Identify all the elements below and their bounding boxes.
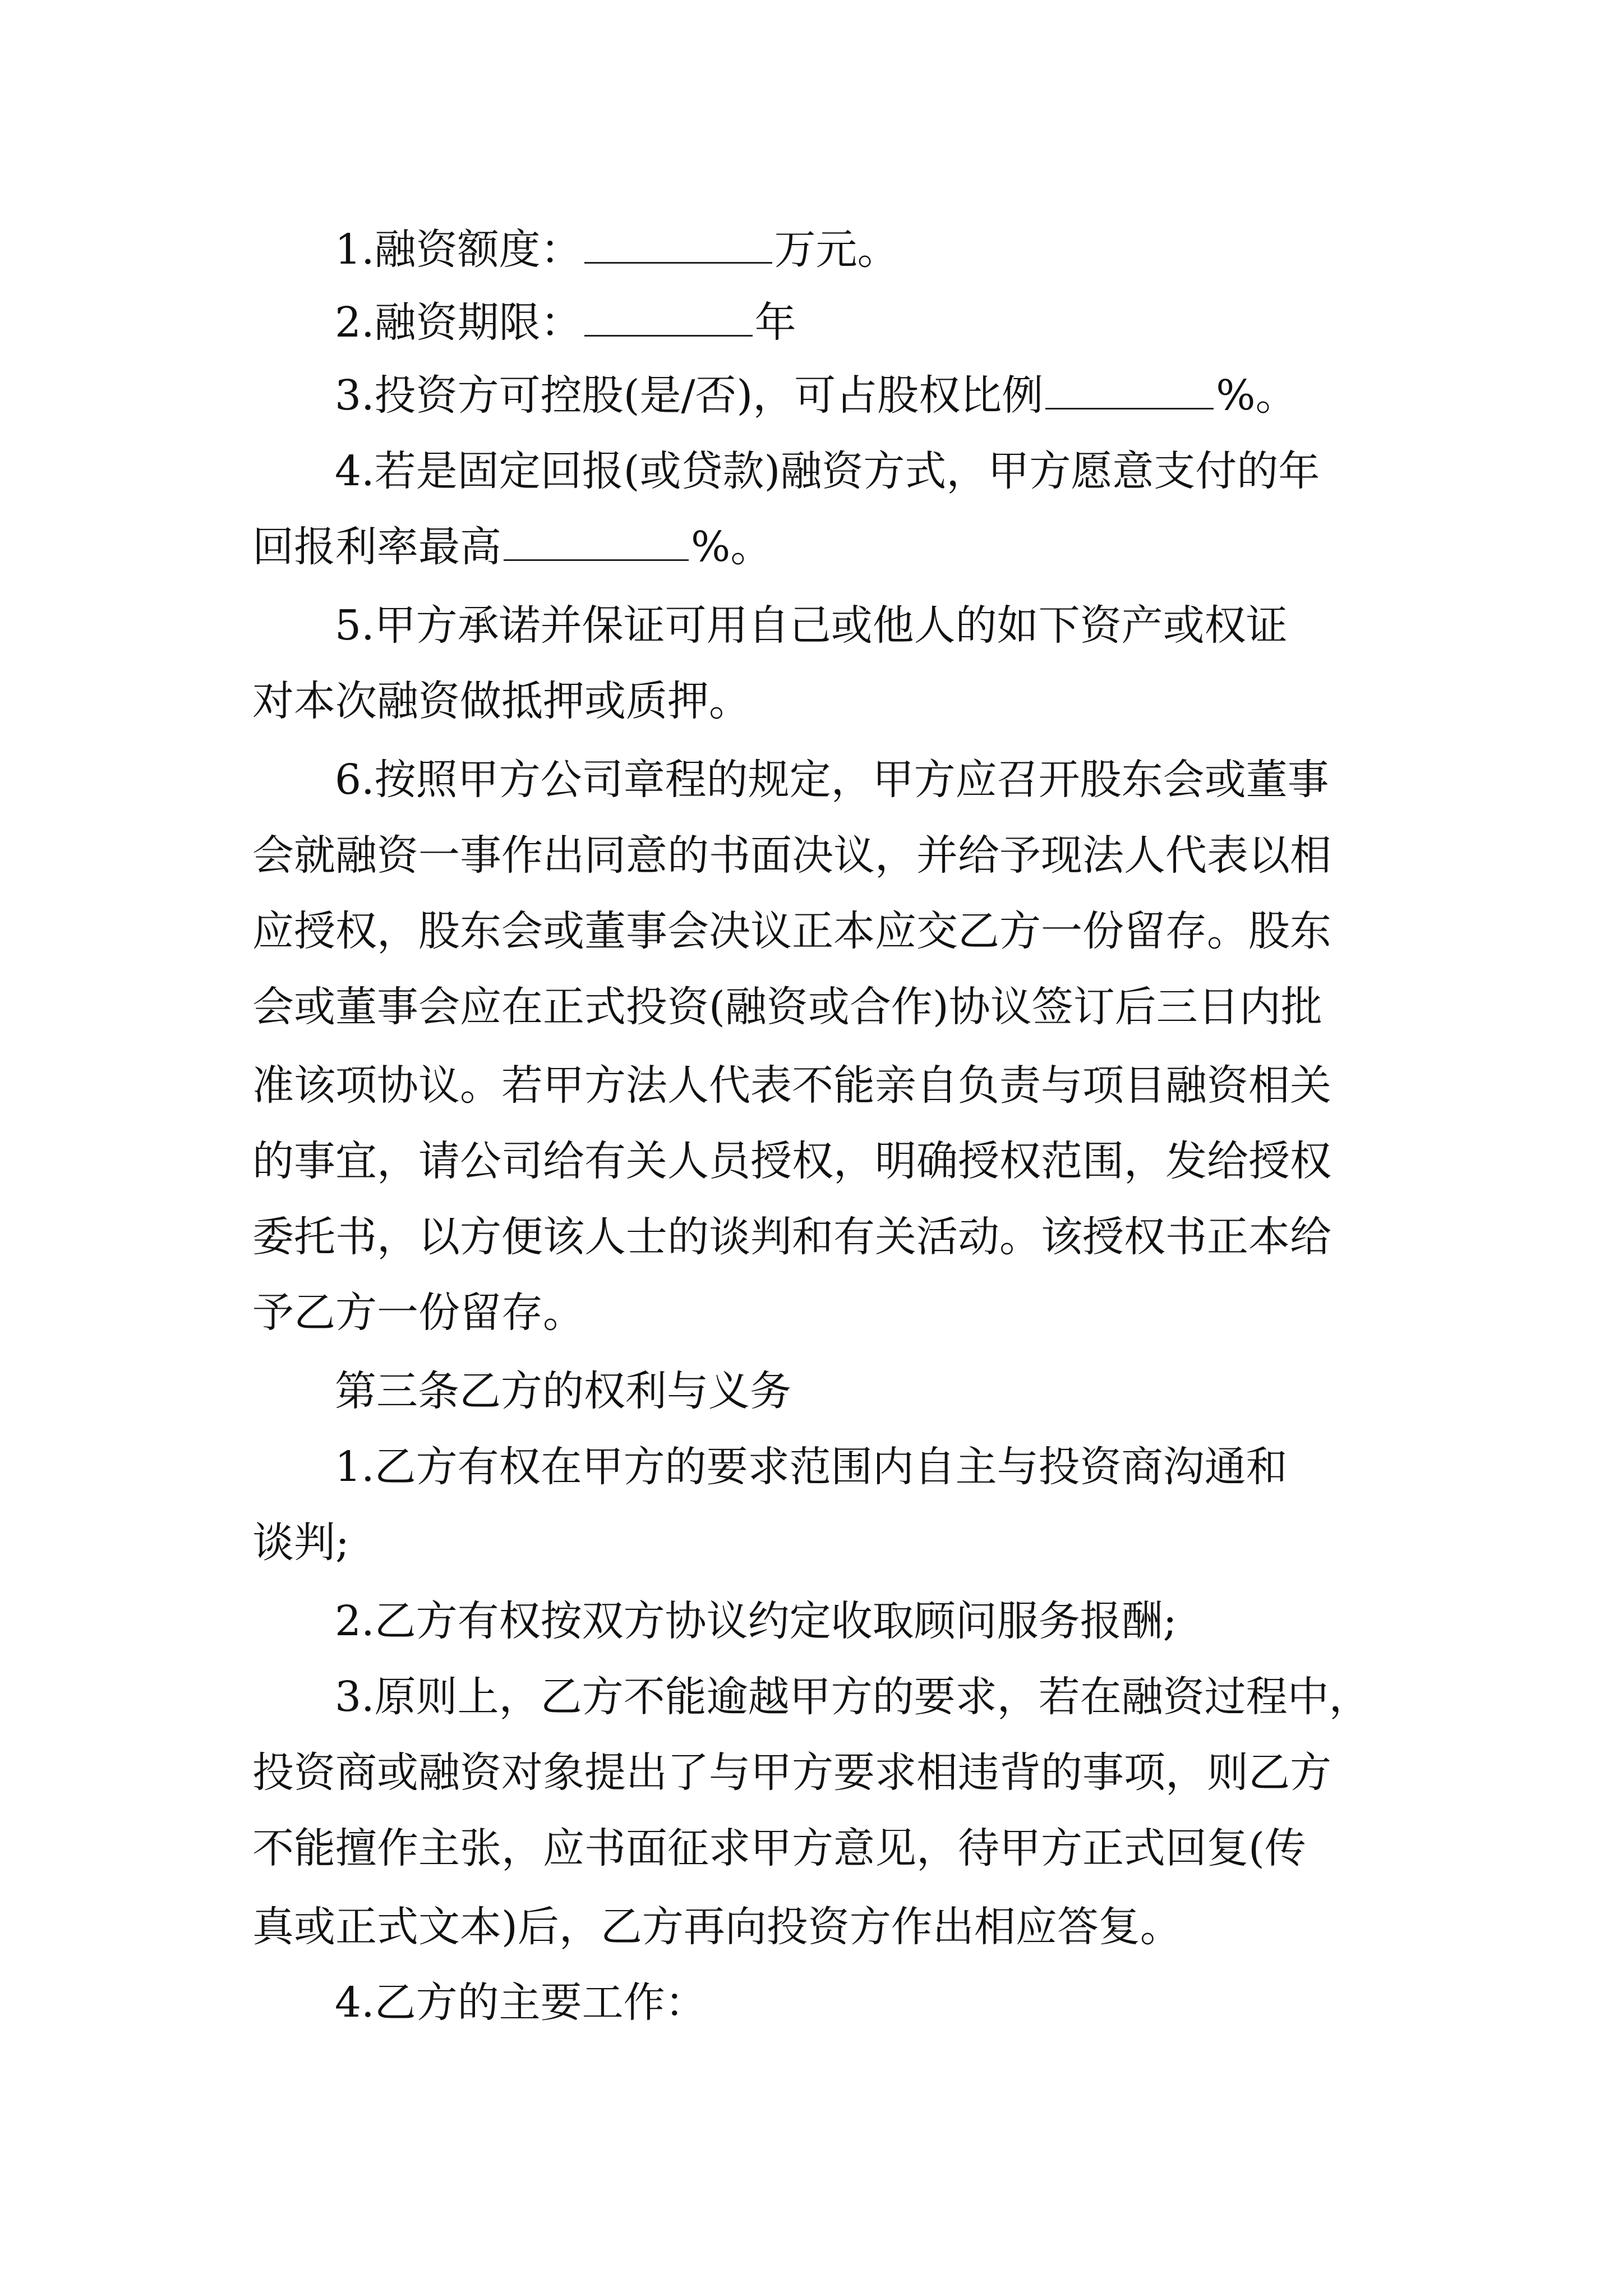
text-line: 投资商或融资对象提出了与甲方要求相违背的事项，则乙方 bbox=[252, 1749, 1331, 1797]
clause-financing-amount bbox=[335, 222, 899, 278]
fill-in-blank bbox=[584, 296, 753, 337]
clause-equity-control bbox=[335, 367, 1297, 424]
clause-text: 1.融资额度： bbox=[335, 226, 582, 274]
section-heading: 第三条乙方的权利与义务 bbox=[335, 1367, 791, 1415]
clause-financing-term bbox=[335, 295, 796, 351]
text-line: 2.乙方有权按双方协议约定收取顾问服务报酬; bbox=[335, 1597, 1177, 1645]
fill-in-blank bbox=[1045, 369, 1214, 409]
clause-text: 回报利率最高 bbox=[252, 523, 501, 571]
text-line: 予乙方一份留存。 bbox=[252, 1289, 584, 1337]
clause-text: 年 bbox=[754, 298, 796, 347]
text-line: 的事宜，请公司给有关人员授权，明确授权范围，发给授权 bbox=[252, 1137, 1331, 1185]
text-line: 委托书，以方便该人士的谈判和有关活动。该授权书正本给 bbox=[252, 1213, 1331, 1261]
text-line: 对本次融资做抵押或质押。 bbox=[252, 677, 750, 725]
text-line: 6.按照甲方公司章程的规定，甲方应召开股东会或董事 bbox=[335, 756, 1329, 804]
text-line: 准该项协议。若甲方法人代表不能亲自负责与项目融资相关 bbox=[252, 1061, 1331, 1110]
text-line: 4.若是固定回报(或贷款)融资方式，甲方愿意支付的年 bbox=[335, 447, 1320, 495]
text-line: 不能擅作主张，应书面征求甲方意见，待甲方正式回复(传 bbox=[252, 1824, 1306, 1872]
fill-in-blank bbox=[584, 223, 772, 264]
text-line: 会就融资一事作出同意的书面决议，并给予现法人代表以相 bbox=[252, 831, 1331, 880]
text-line: 4.乙方的主要工作： bbox=[335, 1978, 707, 2027]
text-line: 应授权，股东会或董事会决议正本应交乙方一份留存。股东 bbox=[252, 907, 1331, 955]
clause-text: 3.投资方可控股(是/否)，可占股权比例 bbox=[335, 371, 1044, 420]
text-line: 3.原则上，乙方不能逾越甲方的要求，若在融资过程中， bbox=[335, 1673, 1371, 1721]
fill-in-blank bbox=[504, 520, 689, 561]
clause-return-rate bbox=[252, 519, 772, 575]
clause-text: %。 bbox=[1216, 371, 1297, 420]
clause-text: 2.融资期限： bbox=[335, 298, 582, 347]
text-line: 5.甲方承诺并保证可用自己或他人的如下资产或权证 bbox=[335, 601, 1288, 650]
text-line: 真或正式文本)后，乙方再向投资方作出相应答复。 bbox=[252, 1903, 1182, 1951]
text-line: 会或董事会应在正式投资(融资或合作)协议签订后三日内批 bbox=[252, 983, 1322, 1031]
clause-text: %。 bbox=[691, 523, 772, 571]
clause-text: 万元。 bbox=[774, 226, 899, 274]
text-line: 谈判; bbox=[252, 1519, 349, 1567]
text-line: 1.乙方有权在甲方的要求范围内自主与投资商沟通和 bbox=[335, 1443, 1288, 1491]
